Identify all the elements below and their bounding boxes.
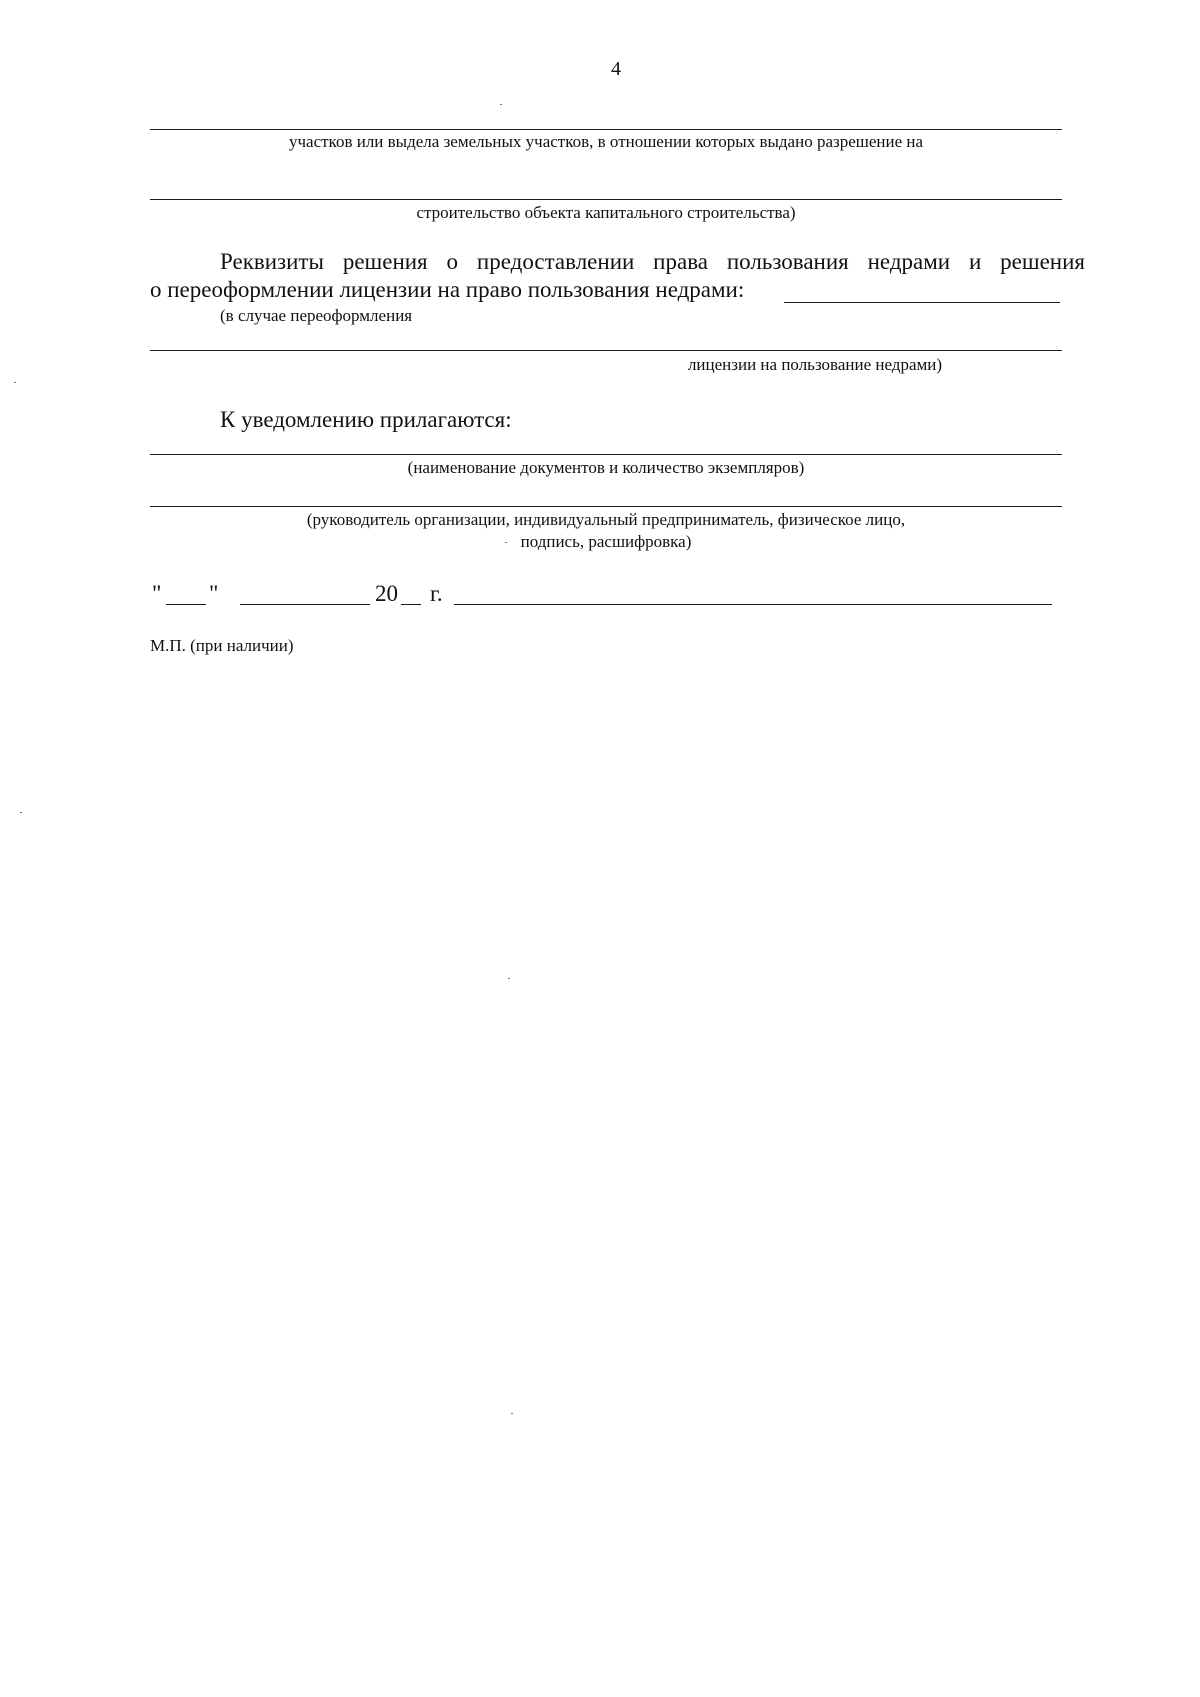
date-quote-close: "	[209, 581, 219, 606]
caption-signer-1: (руководитель организации, индивидуальный предприниматель, физическое лицо,	[306, 510, 906, 529]
caption-construction-object: строительство объекта капитального строительства)	[416, 203, 796, 222]
caption-documents: (наименование документов и количество экземпляров)	[407, 458, 805, 477]
scan-speck	[508, 978, 510, 979]
requisites-line-2: о переоформлении лицензии на право пользования недрами:	[150, 277, 745, 302]
caption-reissue-end: лицензии на пользование недрами)	[687, 355, 943, 374]
date-year-blank	[401, 604, 421, 605]
attachments-heading: К уведомлению прилагаются:	[220, 407, 512, 432]
signature-blank	[454, 604, 1052, 605]
fill-line	[150, 350, 1062, 351]
scan-speck	[20, 812, 22, 813]
stamp-note: М.П. (при наличии)	[150, 636, 294, 655]
scan-speck	[14, 382, 16, 383]
date-year-prefix: 20	[375, 581, 398, 606]
scan-speck	[500, 104, 502, 105]
fill-line	[150, 129, 1062, 130]
caption-reissue-start: (в случае переоформления	[220, 306, 413, 325]
scan-speck	[511, 1413, 513, 1414]
fill-line	[150, 199, 1062, 200]
caption-land-plots: участков или выдела земельных участков, в отношении которых выдано разрешение на	[288, 132, 924, 151]
caption-signer-2: подпись, расшифровка)	[520, 532, 692, 551]
page-number: 4	[611, 58, 621, 80]
requisites-fill-line	[784, 302, 1060, 303]
signer-fill-line	[150, 506, 1062, 507]
date-year-suffix: г.	[430, 581, 443, 606]
requisites-line-1: Реквизиты решения о предоставлении права пользования недрами и решения	[220, 249, 1085, 274]
scan-speck	[505, 542, 507, 543]
attachments-fill-line	[150, 454, 1062, 455]
date-quote-open: "	[152, 581, 162, 606]
date-month-blank	[240, 604, 370, 605]
date-day-blank	[166, 604, 206, 605]
